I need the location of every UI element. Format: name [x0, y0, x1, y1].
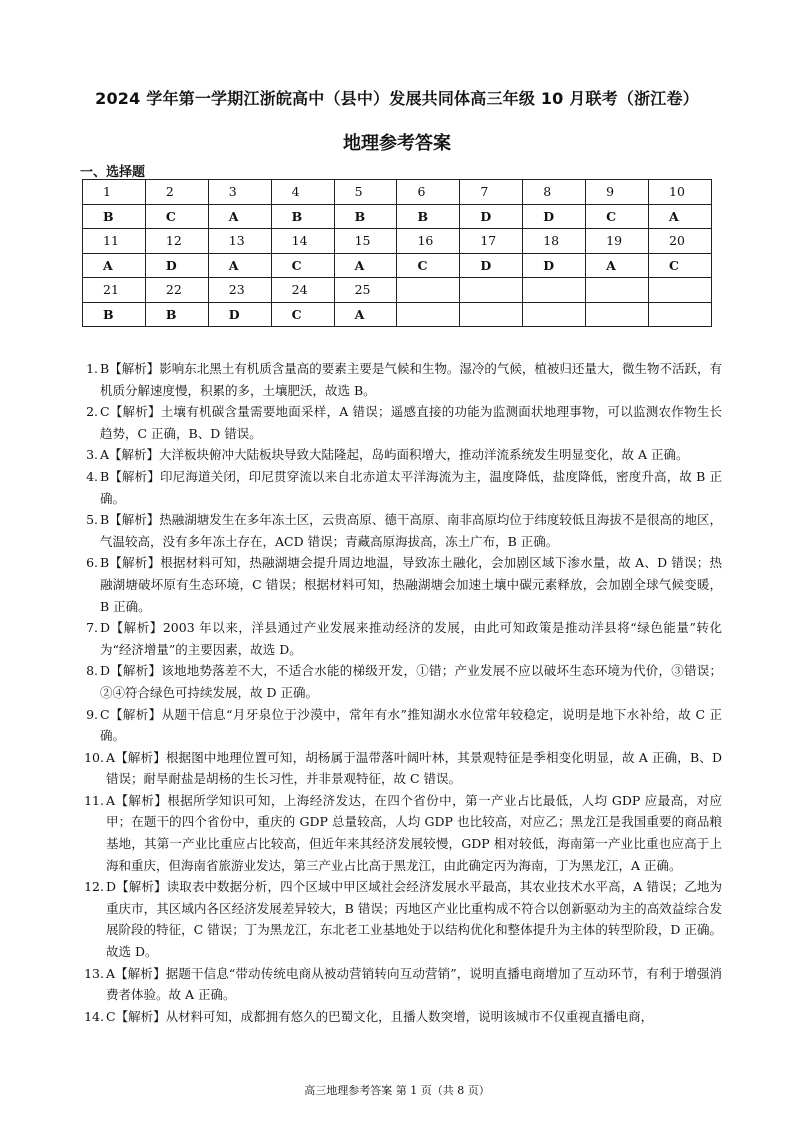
answer-cell: [586, 302, 649, 327]
question-number-cell: [523, 278, 586, 303]
answer-cell: B: [83, 204, 146, 229]
answer-table: [82, 179, 712, 327]
item-text: A【解析】据题干信息“带动传统电商从被动营销转向互动营销”，说明直播电商增加了互动环节，有利于增强消费者体验。故 A 正确。: [106, 965, 722, 1003]
question-number-cell: 16: [397, 229, 460, 254]
answer-cell: C: [271, 253, 334, 278]
list-item: [76, 876, 722, 962]
table-row: [83, 204, 712, 229]
answer-cell: B: [271, 204, 334, 229]
answer-cell: C: [145, 204, 208, 229]
answer-cell: B: [145, 302, 208, 327]
item-text: B【解析】热融湖塘发生在多年冻土区，云贵高原、德干高原、南非高原均位于纬度较低且海拔不是很高的地区，气温较高，没有多年冻土存在，ACD 错误；青藏高原海拔高，冻土广布，B 正确。: [100, 512, 722, 549]
answer-cell: B: [83, 302, 146, 327]
question-number-cell: 6: [397, 180, 460, 205]
explanation-list: [76, 358, 722, 1027]
answer-cell: [397, 302, 460, 327]
question-number-cell: 9: [586, 180, 649, 205]
list-item: [76, 660, 722, 703]
question-number-cell: 10: [649, 180, 712, 205]
page-footer: 高三地理参考答案 第 1 页（共 8 页）: [304, 1084, 490, 1097]
question-number-cell: 2: [145, 180, 208, 205]
list-item: [76, 466, 722, 509]
item-text: D【解析】该地地势落差不大，不适合水能的梯级开发，①错；产业发展不应以破坏生态环境为代价，③错误；②④符合绿色可持续发展，故 D 正确。: [100, 663, 722, 700]
answer-cell: A: [208, 204, 271, 229]
item-text: A【解析】大洋板块俯冲大陆板块导致大陆隆起，岛屿面积增大，推动洋流系统发生明显变化，故 A 正确。: [100, 447, 689, 463]
answer-cell: [523, 302, 586, 327]
question-number-cell: 20: [649, 229, 712, 254]
table-row: [83, 302, 712, 327]
answer-cell: [460, 302, 523, 327]
table-row: [83, 229, 712, 254]
list-item: [76, 747, 722, 790]
question-number-cell: 19: [586, 229, 649, 254]
item-number: 14.: [84, 1008, 104, 1024]
question-number-cell: 23: [208, 278, 271, 303]
table-row: [83, 180, 712, 205]
list-item: [76, 790, 722, 876]
question-number-cell: 13: [208, 229, 271, 254]
item-text: D【解析】2003 年以来，洋县通过产业发展来推动经济的发展，由此可知政策是推动洋县将“绿色能量”转化为“经济增量”的主要因素，故选 D。: [100, 620, 722, 657]
question-number-cell: [586, 278, 649, 303]
question-number-cell: 21: [83, 278, 146, 303]
item-text: A【解析】根据所学知识可知，上海经济发达，在四个省份中，第一产业占比最低，人均 GDP 应最高，对应甲；在题干的四个省份中，重庆的 GDP 总量较高，人均 GDP 也比较高，对应乙；黑龙江是我国重要的商品粮基地，其第一产业比重应占比较高，但近年来其经济发展较慢，GDP 相对较低，海南第一产业比重也应高于上海和重庆，但海南省旅游业发达，第三产业占比高于黑龙江，由此确定丙为海南，丁为黑龙江，A 正确。: [106, 792, 722, 873]
answer-cell: B: [397, 204, 460, 229]
question-number-cell: 3: [208, 180, 271, 205]
answer-cell: A: [649, 204, 712, 229]
item-text: B【解析】印尼海道关闭，印尼贯穿流以来自北赤道太平洋海流为主，温度降低，盐度降低，密度升高，故 B 正确。: [100, 468, 722, 506]
item-number: 7.: [86, 620, 98, 636]
question-number-cell: 5: [334, 180, 397, 205]
item-text: C【解析】土壤有机碳含量需要地面采样，A 错误；遥感直接的功能为监测面状地理事物，可以监测农作物生长趋势，C 正确，B、D 错误。: [100, 404, 722, 441]
item-text: B【解析】根据材料可知，热融湖塘会提升周边地温，导致冻土融化，会加剧区域下渗水量，故 A、D 错误；热融湖塘破坏原有生态环境，C 错误；根据材料可知，热融湖塘会加速土壤中碳元素释放，会加剧全球气候变暖，B 正确。: [100, 555, 722, 614]
answer-cell: A: [83, 253, 146, 278]
item-number: 12.: [84, 879, 104, 895]
item-number: 11.: [84, 792, 104, 808]
list-item: [76, 552, 722, 617]
question-number-cell: [460, 278, 523, 303]
question-number-cell: 14: [271, 229, 334, 254]
item-number: 8.: [86, 663, 98, 679]
item-number: 3.: [86, 447, 98, 463]
question-number-cell: 18: [523, 229, 586, 254]
doc-subtitle: 地理参考答案: [343, 133, 451, 154]
answer-cell: A: [334, 253, 397, 278]
answer-cell: C: [649, 253, 712, 278]
item-number: 2.: [86, 404, 98, 420]
question-number-cell: 17: [460, 229, 523, 254]
answer-cell: D: [523, 253, 586, 278]
answer-cell: D: [460, 253, 523, 278]
list-item: [76, 401, 722, 444]
question-number-cell: 24: [271, 278, 334, 303]
item-number: 10.: [84, 749, 104, 765]
question-number-cell: 12: [145, 229, 208, 254]
answer-cell: D: [208, 302, 271, 327]
item-number: 1.: [86, 361, 98, 376]
answer-cell: C: [397, 253, 460, 278]
question-number-cell: 4: [271, 180, 334, 205]
list-item: [76, 1006, 722, 1028]
question-number-cell: 7: [460, 180, 523, 205]
answer-cell: B: [334, 204, 397, 229]
question-number-cell: 8: [523, 180, 586, 205]
answer-cell: A: [208, 253, 271, 278]
question-number-cell: [649, 278, 712, 303]
answer-cell: D: [460, 204, 523, 229]
item-text: B【解析】影响东北黑土有机质含量高的要素主要是气候和生物。湿冷的气候，植被归还量大，微生物不活跃，有机质分解速度慢，积累的多，土壤肥沃，故选 B。: [100, 361, 722, 398]
item-number: 4.: [86, 468, 98, 484]
answer-cell: [649, 302, 712, 327]
list-item: [76, 704, 722, 747]
list-item: [76, 617, 722, 660]
item-number: 5.: [86, 512, 98, 528]
answer-cell: A: [334, 302, 397, 327]
item-number: 9.: [86, 706, 98, 722]
question-number-cell: [397, 278, 460, 303]
question-number-cell: 25: [334, 278, 397, 303]
table-row: [83, 278, 712, 303]
item-text: C【解析】从题干信息“月牙泉位于沙漠中，常年有水”推知湖水水位常年较稳定，说明是地下水补给，故 C 正确。: [100, 706, 722, 744]
table-row: [83, 253, 712, 278]
list-item: [76, 509, 722, 552]
item-text: A【解析】根据图中地理位置可知，胡杨属于温带落叶阔叶林，其景观特征是季相变化明显，故 A 正确，B、D 错误；耐旱耐盐是胡杨的生长习性，并非景观特征，故 C 错误。: [106, 749, 722, 787]
question-number-cell: 15: [334, 229, 397, 254]
answer-cell: C: [586, 204, 649, 229]
question-number-cell: 22: [145, 278, 208, 303]
answer-cell: A: [586, 253, 649, 278]
item-text: D【解析】读取表中数据分析，四个区域中甲区域社会经济发展水平最高，其农业技术水平高，A 错误；乙地为重庆市，其区域内各区经济发展差异较大，B 错误；丙地区产业比重构成不符合以创新驱动为主的高效益综合发展阶段的特征，C 错误；丁为黑龙江，东北老工业基地处于以结构优化和整体提升为主体的转型阶段，D 正确。故选 D。: [106, 879, 722, 960]
answer-cell: C: [271, 302, 334, 327]
page-title: 2024 学年第一学期江浙皖高中（县中）发展共同体高三年级 10 月联考（浙江卷）: [95, 89, 699, 108]
section-heading: 一、选择题: [80, 165, 146, 180]
list-item: [76, 963, 722, 1006]
list-item: [76, 358, 722, 401]
answer-cell: D: [145, 253, 208, 278]
question-number-cell: 1: [83, 180, 146, 205]
item-number: 13.: [84, 965, 104, 981]
question-number-cell: 11: [83, 229, 146, 254]
item-number: 6.: [86, 555, 98, 571]
item-text: C【解析】从材料可知，成都拥有悠久的巴蜀文化，且播人数突增，说明该城市不仅重视直播电商，: [106, 1008, 654, 1024]
list-item: [76, 444, 722, 466]
answer-cell: D: [523, 204, 586, 229]
